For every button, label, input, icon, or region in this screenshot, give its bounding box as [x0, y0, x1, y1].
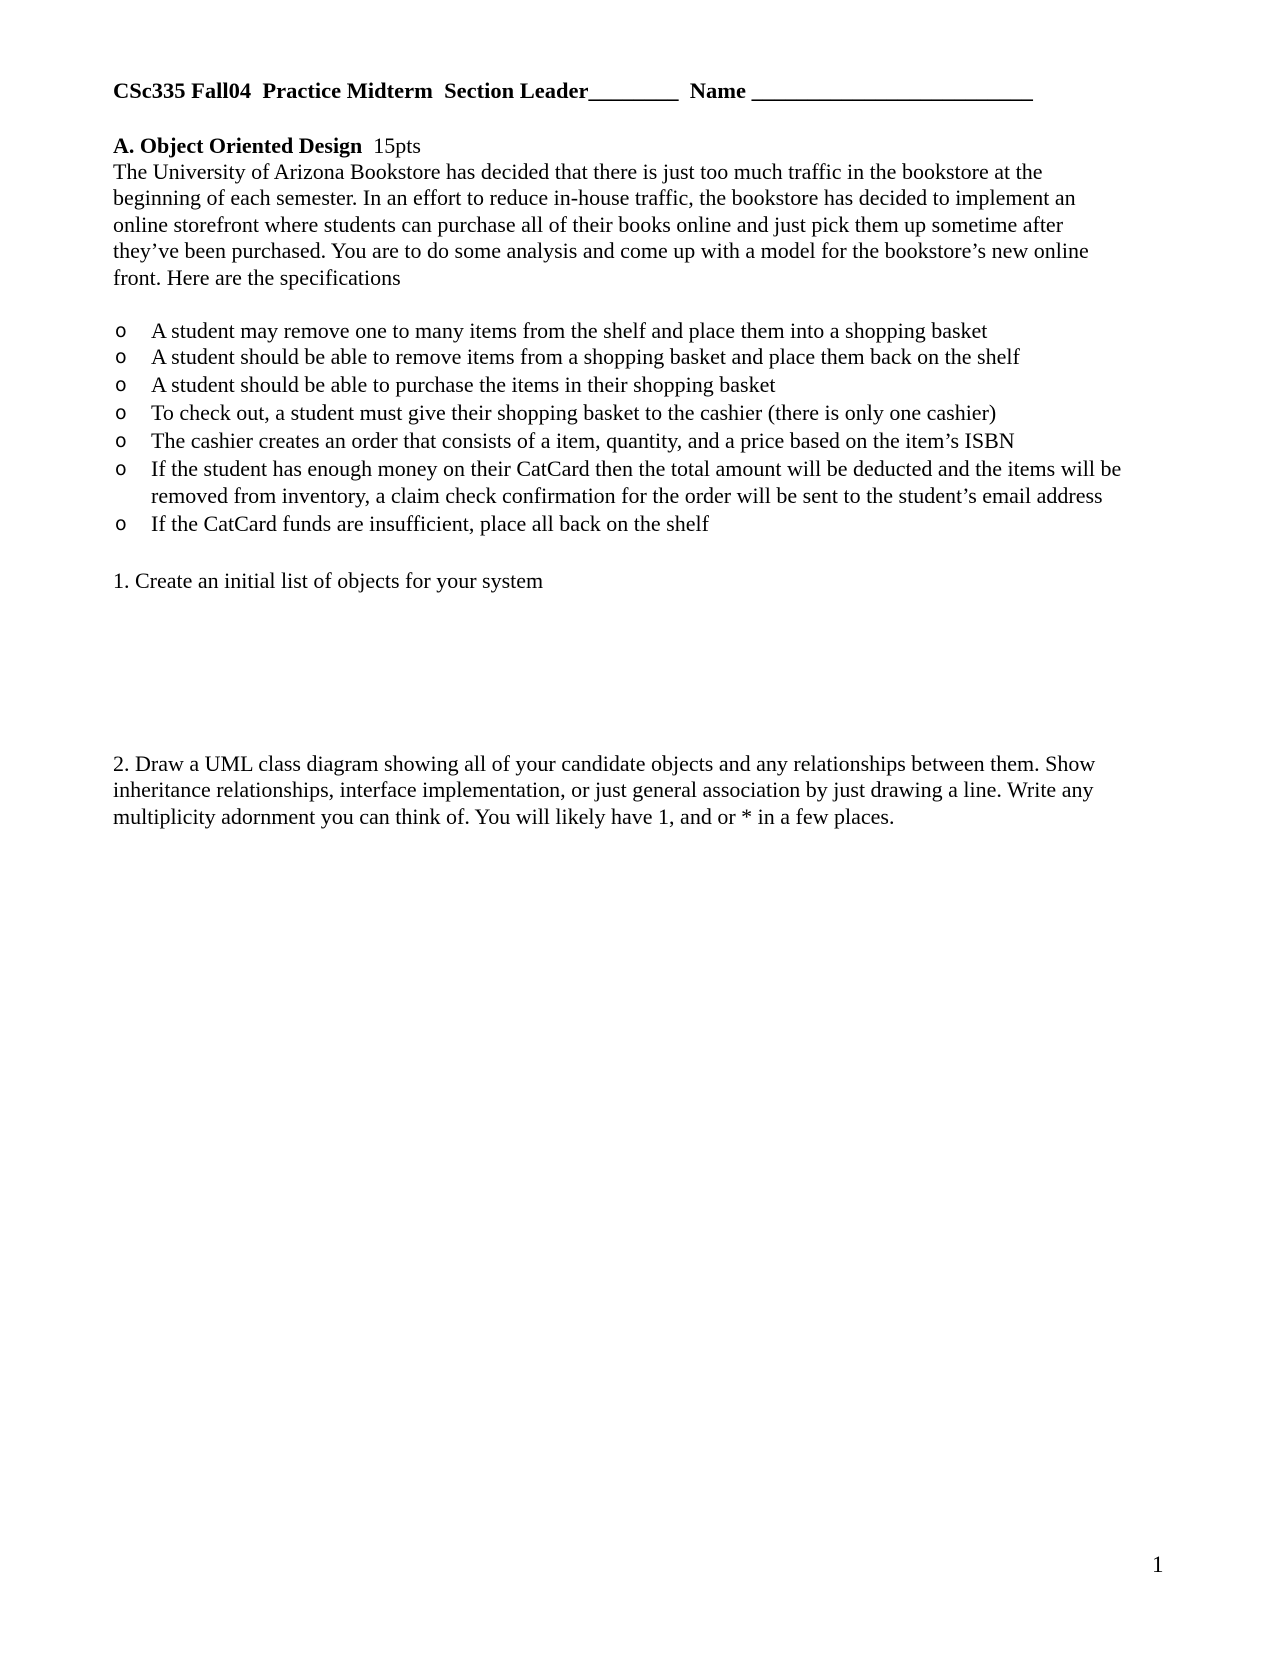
bullet-icon: o: [115, 346, 127, 369]
bullet-icon: o: [115, 458, 127, 481]
intro-line: online storefront where students can purchase all of their books online and just pick them up sometime after: [113, 211, 1064, 237]
intro-line: The University of Arizona Bookstore has decided that there is just too much traffic in the bookstore at the: [113, 159, 1043, 184]
question-2-line: inheritance relationships, interface implementation, or just general association by just drawing a line. Write any: [113, 777, 1094, 803]
specification-text: The cashier creates an order that consists of a item, quantity, and a price based on the item’s ISBN: [151, 428, 1015, 454]
intro-line: beginning of each semester. In an effort to reduce in-house traffic, the bookstore has decided to implement an: [113, 185, 1076, 211]
page-number: 1: [1152, 1552, 1164, 1577]
bullet-icon: o: [115, 430, 127, 453]
specification-list: [113, 318, 1193, 537]
bullet-icon: o: [115, 374, 127, 397]
specification-text: A student should be able to remove items from a shopping basket and place them back on the shelf: [151, 344, 1020, 370]
question-2-line: multiplicity adornment you can think of. You will likely have 1, and or * in a few places.: [113, 803, 895, 829]
section-points: 15pts: [373, 133, 421, 158]
specification-text: If the student has enough money on their CatCard then the total amount will be deducted and the items will be: [151, 456, 1122, 482]
section-heading: [113, 132, 421, 160]
question-2: [113, 751, 1193, 830]
specification-item: [113, 511, 1193, 537]
intro-paragraph: [113, 159, 1183, 291]
question-1: 1. Create an initial list of objects for your system: [113, 568, 544, 593]
exam-header: CSc335 Fall04 Practice Midterm Section Leader________ Name _________________________: [113, 78, 1033, 103]
question-2-line: 2. Draw a UML class diagram showing all of your candidate objects and any relationships between them. Show: [113, 751, 1096, 776]
specification-text: removed from inventory, a claim check confirmation for the order will be sent to the student’s email address: [151, 482, 1103, 508]
bullet-icon: o: [115, 402, 127, 425]
bullet-icon: o: [115, 320, 127, 342]
specification-item: [113, 400, 1193, 426]
intro-line: front. Here are the specifications: [113, 264, 401, 290]
specification-text: If the CatCard funds are insufficient, place all back on the shelf: [151, 510, 709, 536]
specification-item: [113, 428, 1193, 454]
specification-item: [113, 372, 1193, 398]
specification-text: A student should be able to purchase the items in their shopping basket: [151, 372, 776, 398]
intro-line: they’ve been purchased. You are to do some analysis and come up with a model for the bookstore’s new online: [113, 238, 1089, 264]
specification-item: [113, 456, 1193, 509]
section-title: A. Object Oriented Design: [113, 133, 363, 158]
specification-text: A student may remove one to many items from the shelf and place them into a shopping basket: [151, 318, 988, 343]
specification-text: To check out, a student must give their shopping basket to the cashier (there is only one cashier): [151, 400, 997, 426]
bullet-icon: o: [115, 512, 127, 535]
specification-item: [113, 344, 1193, 370]
specification-item: [113, 318, 1193, 344]
